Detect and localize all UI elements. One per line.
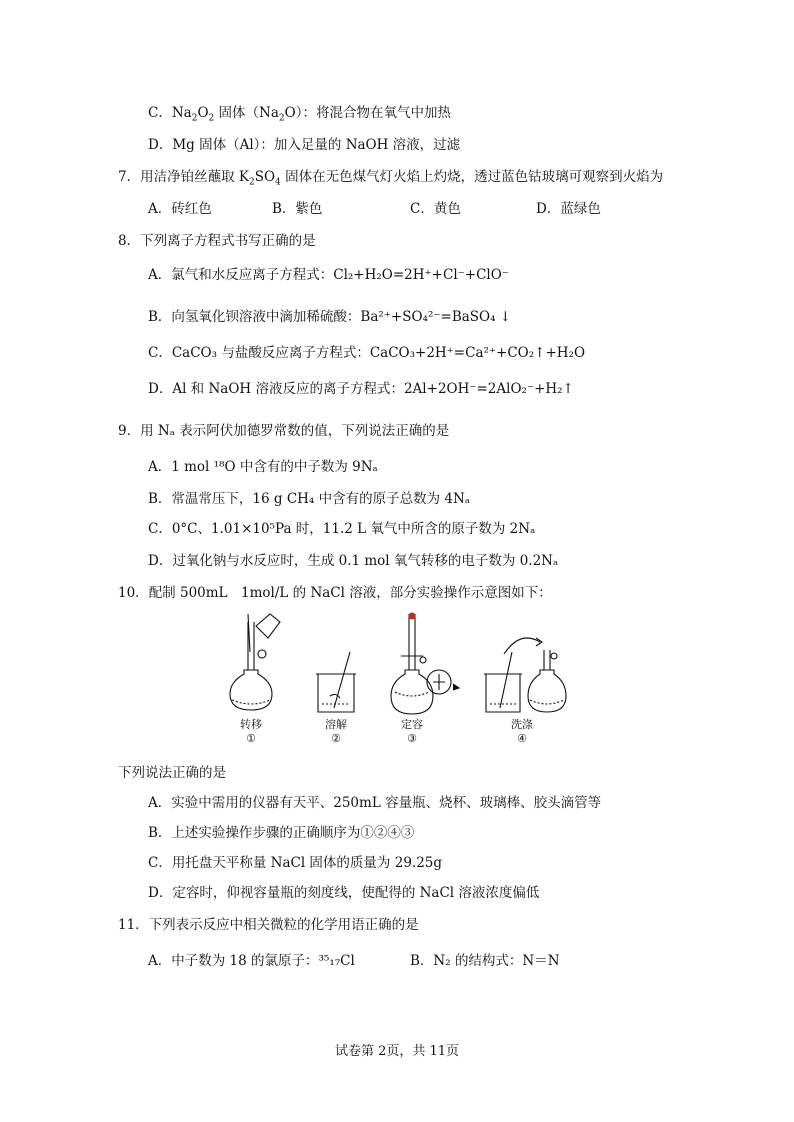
q10-stem: 10．配制 500mL 1mol/L 的 NaCl 溶液，部分实验操作示意图如下： xyxy=(118,585,552,601)
washing-apparatus xyxy=(484,638,566,712)
q11-option-b: B．N₂ 的结构式：N＝N xyxy=(410,953,560,969)
q10-option-a: A．实验中需用的仪器有天平、250mL 容量瓶、烧杯、玻璃棒、胶头滴管等 xyxy=(148,795,602,811)
figure-caption-1: 转移 xyxy=(240,718,262,731)
q9-option-d: D．过氧化钠与水反应时，生成 0.1 mol 氧气转移的电子数为 0.2Nₐ xyxy=(148,553,559,569)
q6-option-d: D．Mg 固体（Al）：加入足量的 NaOH 溶液，过滤 xyxy=(148,137,461,153)
q6-option-c: C．$Na_2O_2$ 固体$(Na_2O)$：将混合物在氧气中加热 xyxy=(148,105,451,124)
dissolve-apparatus xyxy=(316,652,356,712)
q10-option-b: B．上述实验操作步骤的正确顺序为①②④③ xyxy=(148,825,415,841)
q8-option-b: B．向氢氧化钡溶液中滴加稀硫酸：Ba²⁺+SO₄²⁻=BaSO₄ ↓ xyxy=(148,309,512,325)
figure-num-2: ② xyxy=(331,732,341,745)
q9-option-b: B．常温常压下，16 g CH₄ 中含有的原子总数为 4Nₐ xyxy=(148,491,471,507)
q11-stem: 11．下列表示反应中相关微粒的化学用语正确的是 xyxy=(118,917,419,933)
figure-caption-4: 洗涤 xyxy=(511,718,533,731)
q10-sub-stem: 下列说法正确的是 xyxy=(118,765,226,781)
q7-option-b: B．紫色 xyxy=(272,201,323,217)
page-footer: 试卷第 2页，共 11页 xyxy=(334,1044,460,1059)
figure-caption-2: 溶解 xyxy=(325,718,347,731)
q10-option-c: C．用托盘天平称量 NaCl 固体的质量为 29.25g xyxy=(148,855,443,871)
q7-option-c: C．黄色 xyxy=(410,201,461,217)
figure-num-3: ③ xyxy=(407,732,417,745)
q7-option-d: D．蓝绿色 xyxy=(536,201,601,217)
figure-num-1: ① xyxy=(246,732,256,745)
figure-caption-3: 定容 xyxy=(401,718,423,731)
q8-option-a: A．氯气和水反应离子方程式：Cl₂+H₂O=2H⁺+Cl⁻+ClO⁻ xyxy=(148,267,509,283)
transfer-apparatus xyxy=(230,614,280,710)
q8-stem: 8．下列离子方程式书写正确的是 xyxy=(118,233,316,249)
figure-num-4: ④ xyxy=(517,732,527,745)
q8-option-c: C．CaCO₃ 与盐酸反应离子方程式：CaCO₃+2H⁺=Ca²⁺+CO₂↑+H₂O xyxy=(148,345,586,361)
q7-option-a: A．砖红色 xyxy=(148,201,212,217)
q9-option-a: A．1 mol ¹⁸O 中含有的中子数为 9Nₐ xyxy=(148,459,378,475)
volume-setting-apparatus xyxy=(391,613,459,714)
q9-stem: 9．用 Nₐ 表示阿伏加德罗常数的值，下列说法正确的是 xyxy=(118,423,450,439)
q7-stem: 7．用洁净铂丝蘸取 $K_2SO_4$ 固体在无色煤气灯火焰上灼烧，透过蓝色钴玻璃可观察到火焰为 xyxy=(118,169,664,188)
q9-option-c: C．0°C、1.01×10⁵Pa 时，11.2 L 氧气中所含的原子数为 2Nₐ xyxy=(148,521,536,537)
lab-operations-figure xyxy=(222,612,582,752)
q11-option-a: A．中子数为 18 的氯原子：³⁵₁₇Cl xyxy=(148,953,355,969)
q8-option-d: D．Al 和 NaOH 溶液反应的离子方程式：2Al+2OH⁻=2AlO₂⁻+H₂↑ xyxy=(148,381,574,397)
q10-option-d: D．定容时，仰视容量瓶的刻度线，使配得的 NaCl 溶液浓度偏低 xyxy=(148,885,540,901)
